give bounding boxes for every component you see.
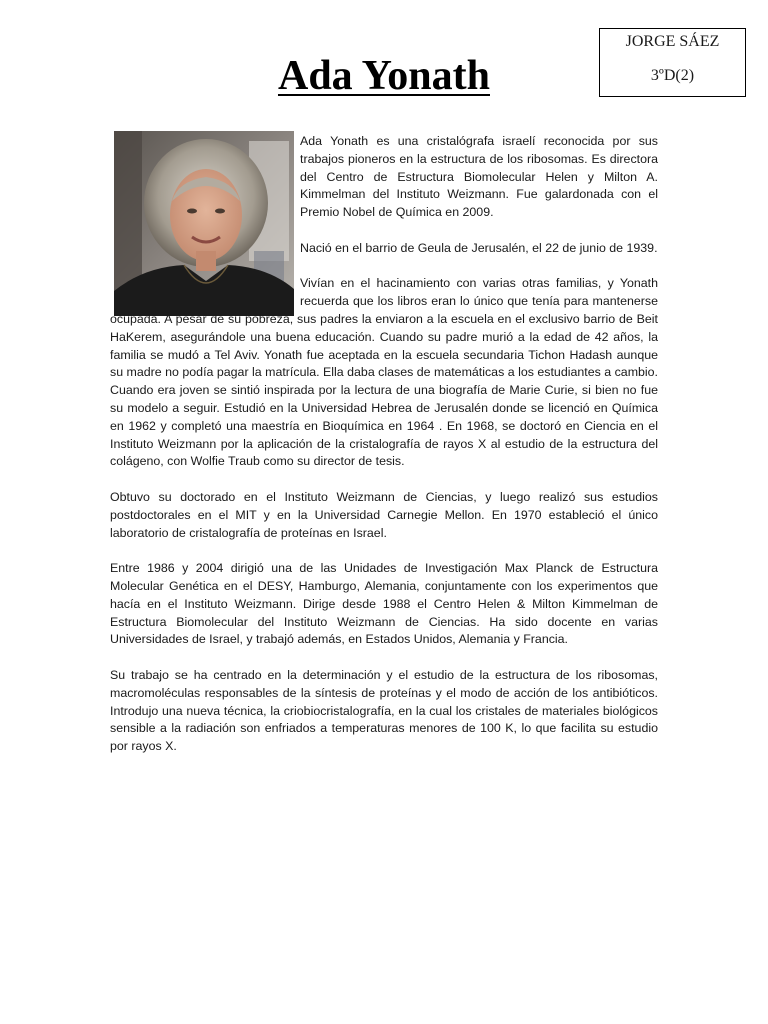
- article-body: [110, 133, 658, 774]
- author-box: [599, 28, 746, 97]
- class-grade: 3ºD(2): [650, 67, 695, 84]
- paragraph-research: Su trabajo se ha centrado en la determinación y el estudio de la estructura de los ribosomas, macromoléculas responsables de la síntesis de proteínas y el modo de acción de los antibióticos. Introdujo una nueva técnica, la criobiocristalografía, en la cual los cristales de materiales biológicos sensible a la radiación son enfriados a temperaturas menores de 100 K, lo que facilita su estudio por rayos X.: [110, 667, 658, 754]
- photo-spacer: [110, 133, 300, 310]
- paragraph-birth: Nació en el barrio de Geula de Jerusalén, el 22 de junio de 1939.: [300, 240, 658, 255]
- author-name: JORGE SÁEZ: [625, 33, 720, 50]
- paragraph-childhood: Vivían en el hacinamiento con varias otras familias, y Yonath recuerda que los libros eran lo único que tenía para mantenerse ocupada. A pesar de su pobreza, sus padres la enviaron a la escuela en el exclusivo barrio de Beit HaKerem, asegurándole una buena educación. Cuando su padre murió a la edad de 42 años, la familia se mudó a Tel Aviv. Yonath fue aceptada en la escuela secundaria Tichon Hadash aunque su madre no podía pagar la matrícula. Ella daba clases de matemáticas a los estudiantes a cambio. Cuando era joven se sintió inspirada por la lectura de una biografía de Marie Curie, si bien no fue su modelo a seguir. Estudió en la Universidad Hebrea de Jerusalén donde se licenció en Química en 1962 y completó una maestría en Bioquímica en 1964 . En 1968, se doctoró en Ciencia en el Instituto Weizmann por la aplicación de la cristalografía de rayos X al estudio de la estructura del colágeno, con Wolfie Traub como su director de tesis.: [110, 276, 658, 469]
- paragraph-doctorate: Obtuvo su doctorado en el Instituto Weizmann de Ciencias, y luego realizó sus estudios postdoctorales en el MIT y en la Universidad Carnegie Mellon. En 1970 estableció el único laboratorio de cristalografía de proteínas en Israel.: [110, 489, 658, 540]
- paragraph-career: Entre 1986 y 2004 dirigió una de las Unidades de Investigación Max Planck de Estructura Molecular Genética en el DESY, Hamburgo, Alemania, conjuntamente con los experimentos que hacía en el Instituto Weizmann. Dirige desde 1988 el Centro Helen & Milton Kimmelman de Estructura Biomolecular del Instituto Weizmann de Ciencias. Ha sido docente en varias Universidades de Israel, y trabajó además, en Estados Unidos, Alemania y Francia.: [110, 561, 658, 647]
- paragraph-intro: Ada Yonath es una cristalógrafa israelí reconocida por sus trabajos pioneros en la estructura de los ribosomas. Es directora del Centro de Estructura Biomolecular Helen y Milton A. Kimmelman del Instituto Weizmann. Fue galardonada con el Premio Nobel de Química en 2009.: [300, 134, 658, 220]
- page-title: Ada Yonath: [277, 53, 490, 99]
